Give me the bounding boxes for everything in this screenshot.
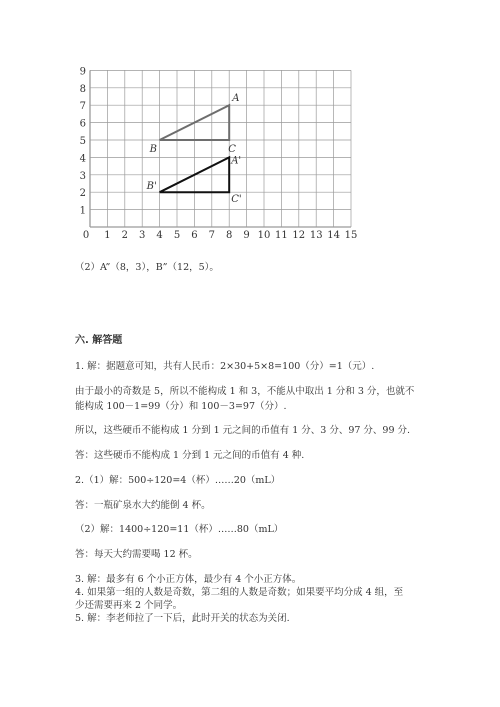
x-tick-label: 8: [226, 230, 233, 241]
q2-part2-answer: 答：每天大约需要喝 12 杯。: [75, 549, 198, 560]
x-tick-label: 6: [191, 230, 198, 241]
q1-paragraph-2-line-2: 能构成 100－1=99（分）和 100－3=97（分）.: [75, 401, 287, 412]
x-tick-label: 1: [104, 230, 111, 241]
x-tick-label: 7: [208, 230, 215, 241]
vertex-label: B': [146, 181, 157, 193]
q1-paragraph-3: 所以，这些硬币不能构成 1 分到 1 元之间的币值有 1 分、3 分、97 分、99 分.: [75, 425, 411, 436]
y-tick-label: 4: [79, 153, 86, 165]
vertex-label: C': [231, 194, 242, 206]
q1-paragraph-1: 1. 解：据题意可知，共有人民币：2×30+5×8=100（分）=1（元）.: [75, 361, 375, 372]
x-tick-label: 13: [309, 230, 323, 241]
q3-answer: 3. 解：最多有 6 个小正方体，最少有 4 个小正方体。: [75, 574, 302, 585]
x-tick-label: 0: [82, 230, 90, 241]
grid-lines: [90, 70, 351, 227]
q4-answer-line-2: 少还需要再来 2 个同学。: [75, 600, 183, 611]
y-tick-label: 3: [79, 170, 86, 182]
y-tick-label: 2: [79, 188, 86, 200]
vertex-label: C: [228, 144, 236, 155]
x-tick-label: 4: [156, 230, 163, 241]
q1-answer: 答：这些硬币不能构成 1 分到 1 元之间的币值有 4 种.: [75, 450, 305, 461]
q5-answer: 5. 解：李老师拉了一下后，此时开关的状态为关闭.: [75, 613, 290, 624]
x-tick-label: 2: [121, 230, 128, 241]
q2-part2-solution: （2）解：1400÷120=11（杯）……80（mL）: [75, 524, 284, 535]
x-tick-label: 12: [292, 230, 306, 241]
y-tick-label: 6: [79, 118, 86, 130]
vertex-label: A: [232, 93, 240, 105]
q1-paragraph-2-line-1: 由于最小的奇数是 5，所以不能构成 1 和 3，不能从中取出 1 分和 3 分，也就不: [75, 386, 415, 397]
answer-2-text: （2）A”（8，3），B”（12，5）。: [75, 262, 219, 273]
x-tick-label: 3: [139, 230, 146, 241]
coordinate-grid-figure: [0, 0, 500, 250]
y-tick-label: 9: [79, 66, 86, 78]
y-tick-label: 7: [79, 101, 86, 113]
x-tick-label: 9: [243, 230, 250, 241]
x-tick-label: 10: [257, 230, 271, 241]
x-tick-label: 15: [344, 230, 358, 241]
y-tick-label: 8: [79, 83, 86, 95]
x-tick-label: 11: [275, 230, 288, 241]
triangles: [146, 93, 242, 205]
section-heading: 六. 解答题: [75, 335, 123, 346]
vertex-label: A': [231, 155, 242, 167]
x-tick-label: 14: [327, 230, 340, 241]
q4-answer-line-1: 4. 如果第一组的人数是奇数，第二组的人数是奇数；如果要平均分成 4 组，至: [75, 587, 404, 598]
q2-part1-solution: 2.（1）解：500÷120=4（杯）……20（mL）: [75, 475, 281, 486]
axis-tick-labels: [80, 66, 358, 241]
vertex-label: B: [149, 144, 157, 155]
y-tick-label: 1: [79, 205, 86, 217]
y-tick-label: 5: [79, 136, 86, 147]
x-tick-label: 5: [173, 230, 181, 241]
q2-part1-answer: 答：一瓶矿泉水大约能倒 4 杯。: [75, 500, 211, 511]
